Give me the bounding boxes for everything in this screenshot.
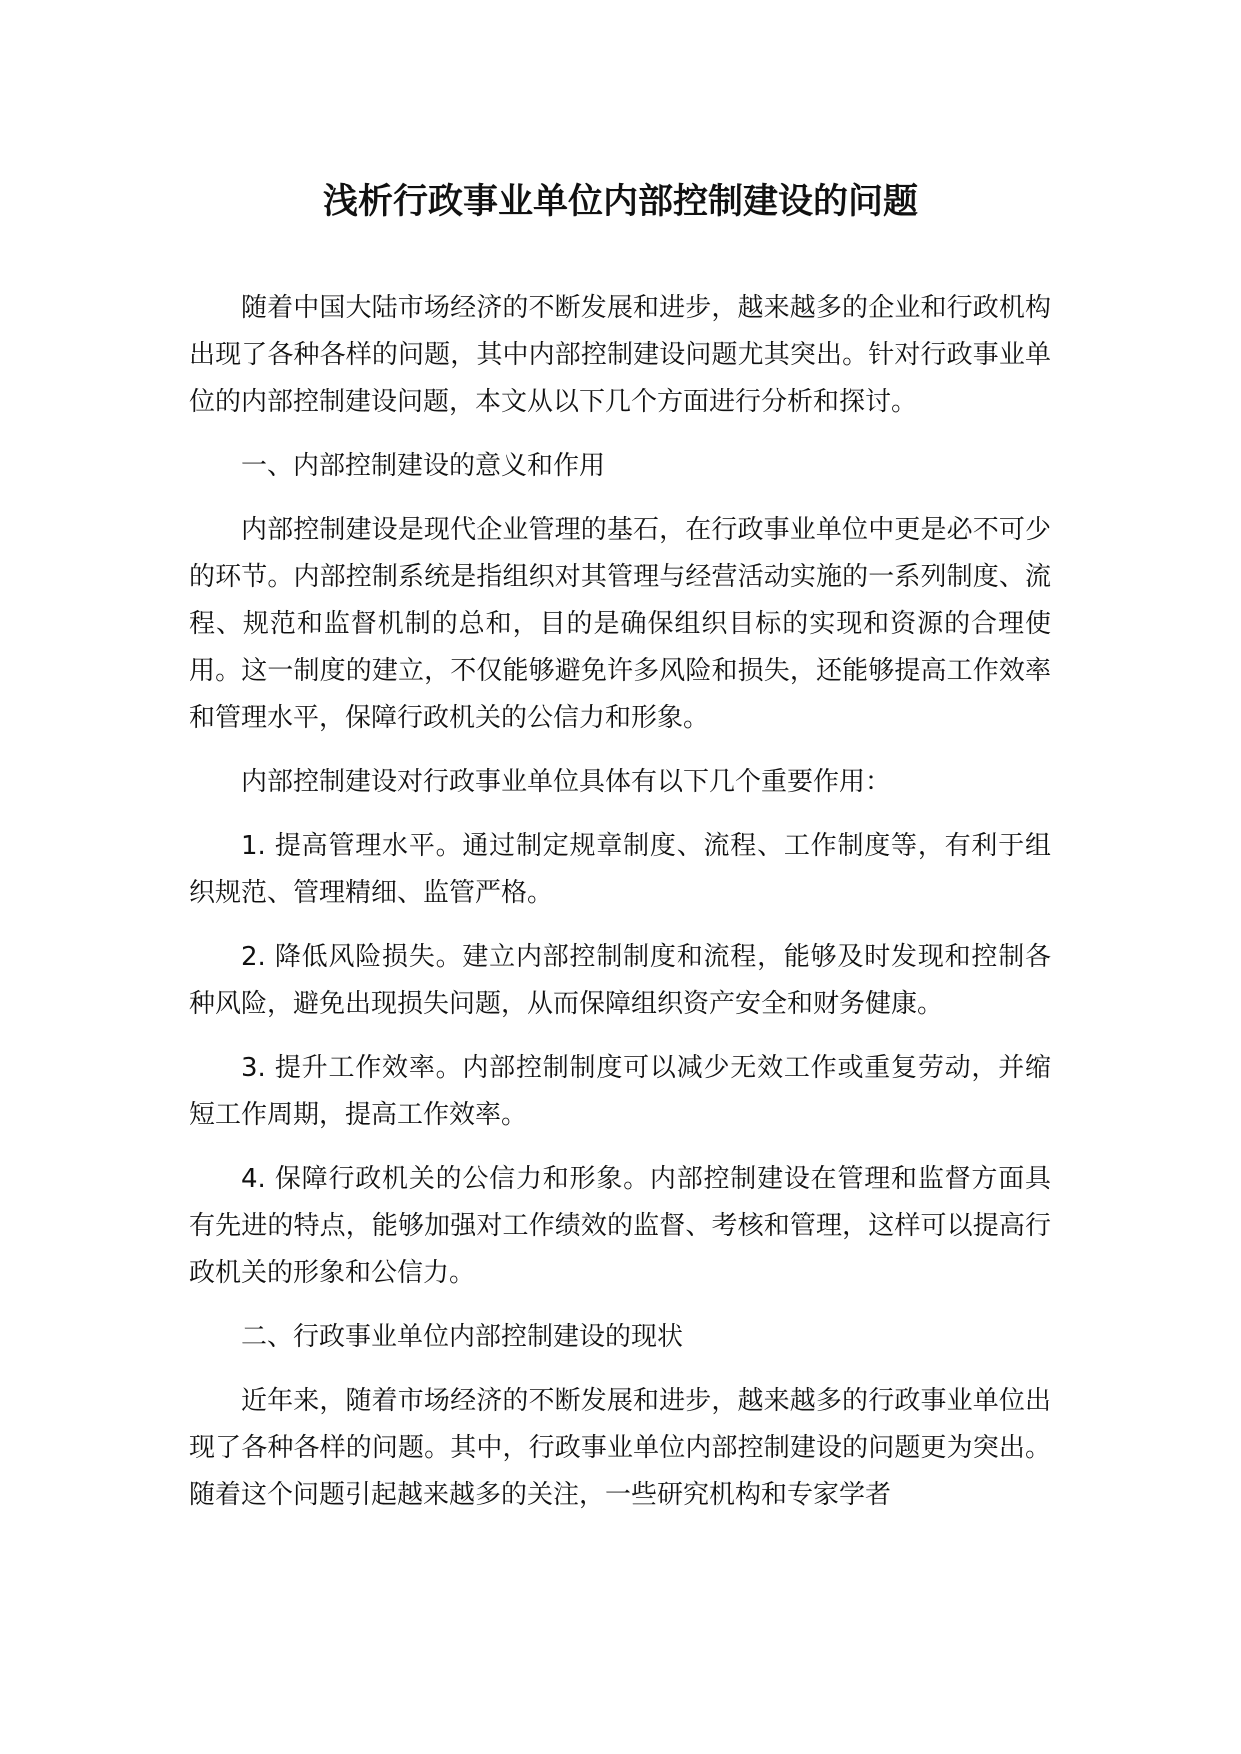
list-item-2: 2. 降低风险损失。建立内部控制制度和流程，能够及时发现和控制各种风险，避免出现损失问题，从而保障组织资产安全和财务健康。 — [189, 942, 1051, 1019]
list-item-1: 1. 提高管理水平。通过制定规章制度、流程、工作制度等，有利于组织规范、管理精细、监管严格。 — [189, 831, 1051, 908]
body-paragraph: 内部控制建设是现代企业管理的基石，在行政事业单位中更是必不可少的环节。内部控制系统是指组织对其管理与经营活动实施的一系列制度、流程、规范和监督机制的总和，目的是确保组织目标的实现和资源的合理使用。这一制度的建立，不仅能够避免许多风险和损失，还能够提高工作效率和管理水平，保障行政机关的公信力和形象。 — [189, 515, 1051, 733]
section-heading-1: 一、内部控制建设的意义和作用 — [241, 451, 606, 481]
list-item-4: 4. 保障行政机关的公信力和形象。内部控制建设在管理和监督方面具有先进的特点，能够加强对工作绩效的监督、考核和管理，这样可以提高行政机关的形象和公信力。 — [189, 1164, 1051, 1288]
intro-paragraph: 随着中国大陆市场经济的不断发展和进步，越来越多的企业和行政机构出现了各种各样的问题，其中内部控制建设问题尤其突出。针对行政事业单位的内部控制建设问题，本文从以下几个方面进行分析和探讨。 — [189, 293, 1051, 417]
list-item-3: 3. 提升工作效率。内部控制制度可以减少无效工作或重复劳动，并缩短工作周期，提高工作效率。 — [189, 1053, 1051, 1130]
document-title: 浅析行政事业单位内部控制建设的问题 — [322, 182, 918, 222]
document-body — [189, 285, 1051, 1536]
section-heading-2: 二、行政事业单位内部控制建设的现状 — [241, 1322, 684, 1352]
body-paragraph: 内部控制建设对行政事业单位具体有以下几个重要作用： — [241, 767, 892, 797]
body-paragraph: 近年来，随着市场经济的不断发展和进步，越来越多的行政事业单位出现了各种各样的问题。其中，行政事业单位内部控制建设的问题更为突出。随着这个问题引起越来越多的关注，一些研究机构和专家学者 — [189, 1386, 1051, 1510]
